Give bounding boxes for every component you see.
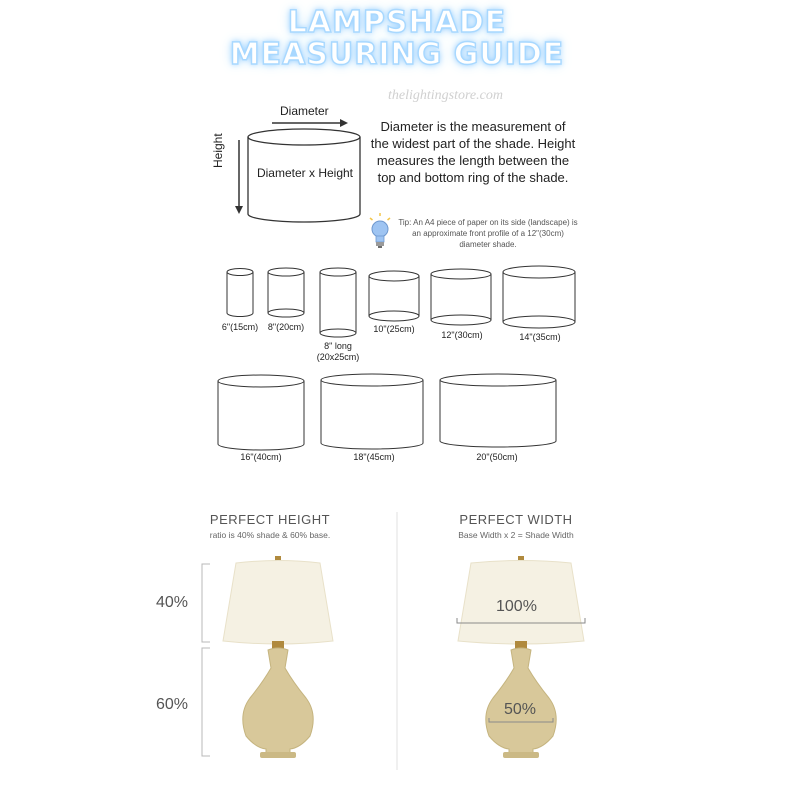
height-label: Height [211, 133, 225, 168]
diameter-x-height-label: Diameter x Height [256, 166, 354, 180]
width-shade-percent: 100% [496, 598, 537, 615]
size-label-14in: 14"(35cm) [519, 332, 561, 342]
size-label-20in: 20"(50cm) [476, 452, 518, 462]
perfect-height-subtitle: ratio is 40% shade & 60% base. [209, 530, 331, 540]
size-label-12in: 12"(30cm) [441, 330, 483, 340]
size-label-8in-long-line1: 8" long [324, 341, 352, 351]
perfect-width-title: PERFECT WIDTH [459, 512, 573, 527]
title-line-2: MEASURING GUIDE [229, 37, 565, 72]
size-label-8in: 8"(20cm) [267, 322, 305, 332]
perfect-height-title: PERFECT HEIGHT [209, 512, 331, 527]
size-label-8in-long-line2: (20x25cm) [316, 352, 360, 362]
diameter-description: Diameter is the measurement of the widest part of the shade. Height measures the length between the top and bottom ring of the shade. [370, 119, 576, 185]
perfect-width-subtitle: Base Width x 2 = Shade Width [458, 530, 574, 540]
size-label-16in: 16"(40cm) [240, 452, 282, 462]
height-shade-percent: 40% [156, 594, 189, 611]
tip-text: Tip: An A4 piece of paper on its side (landscape) is an approximate front profile of a 12"(30cm) diameter shade. [398, 218, 578, 249]
diameter-label: Diameter [280, 104, 329, 118]
title-line-1: LAMPSHADE [287, 5, 507, 40]
watermark: thelightingstore.com [388, 88, 503, 103]
width-base-percent: 50% [504, 701, 537, 718]
size-label-18in: 18"(45cm) [353, 452, 395, 462]
height-base-percent: 60% [156, 696, 189, 713]
size-label-10in: 10"(25cm) [373, 324, 415, 334]
size-label-6in: 6"(15cm) [221, 322, 259, 332]
